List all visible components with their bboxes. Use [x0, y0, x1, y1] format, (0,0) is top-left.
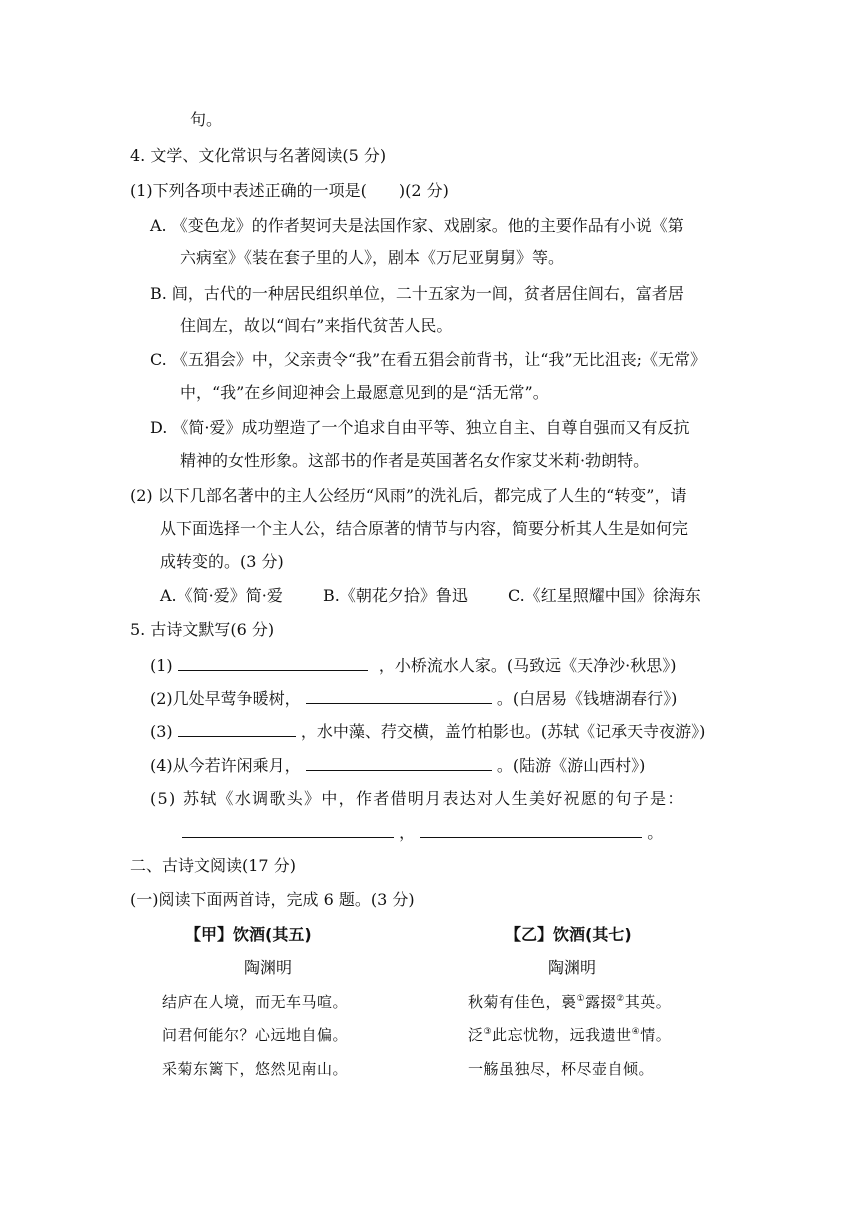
section-2-instruction: (一)阅读下面两首诗，完成 6 题。(3 分): [130, 890, 415, 909]
answer-blank-2[interactable]: [306, 688, 492, 704]
poem-b-title: 【乙】饮酒(其七): [505, 925, 632, 944]
poem-b-line-2-part-1: 泛: [468, 1026, 484, 1044]
poem-b-line-1-part-3: 其英。: [624, 993, 672, 1011]
section-2-title: 二、古诗文阅读(17 分): [130, 856, 296, 875]
recite-item-3: [150, 721, 705, 742]
answer-blank-1[interactable]: [178, 655, 368, 671]
option-a-line-1: A. 《变色龙》的作者契诃夫是法国作家、戏剧家。他的主要作品有小说《第: [150, 216, 684, 235]
recite-item-2-text: (2)几处早莺争暖树，: [150, 689, 301, 708]
option-d-line-1: D. 《简·爱》成功塑造了一个追求自由平等、独立自主、自尊自强而又有反抗: [150, 418, 690, 437]
poem-b-line-2-part-3: 情。: [640, 1026, 672, 1044]
question-4-2-line-3: 成转变的。(3 分): [160, 552, 284, 571]
poem-a-line-2: 问君何能尔？心远地自偏。: [162, 1026, 349, 1044]
choice-c: C.《红星照耀中国》徐海东: [508, 586, 701, 605]
question-4-2-line-1: (2) 以下几部名著中的主人公经历“风雨”的洗礼后，都完成了人生的“转变”，请: [130, 486, 687, 505]
recite-item-1: [150, 655, 676, 676]
option-b-line-2: 住闾左，故以“闾右”来指代贫苦人民。: [180, 316, 453, 335]
recite-item-4-source: 。(陆游《游山西村》): [496, 756, 646, 775]
option-b-line-1: B. 闾，古代的一种居民组织单位，二十五家为一闾，贫者居住闾右，富者居: [150, 284, 684, 303]
option-c-line-1: C. 《五猖会》中，父亲责令“我”在看五猖会前背书，让“我”无比沮丧;《无常》: [150, 350, 706, 369]
poem-b-line-2-part-2: 此忘忧物，远我遗世: [492, 1026, 632, 1044]
recite-item-5: (5) 苏轼《水调歌头》中，作者借明月表达对人生美好祝愿的句子是：: [150, 789, 685, 808]
recite-item-4: [150, 755, 645, 776]
comma: ，: [399, 823, 416, 842]
recite-item-5-blanks: [182, 822, 663, 843]
footnote-marker-2: ②: [616, 994, 625, 1004]
poem-a-title: 【甲】饮酒(其五): [185, 925, 312, 944]
option-c-line-2: 中，“我”在乡间迎神会上最愿意见到的是“活无常”。: [180, 383, 549, 402]
poem-b-line-3: 一觞虽独尽，杯尽壶自倾。: [468, 1060, 655, 1078]
answer-blank-5b[interactable]: [420, 822, 642, 838]
poem-b-line-1-part-1: 秋菊有佳色，裛: [468, 993, 577, 1011]
option-a-line-2: 六病室》《装在套子里的人》，剧本《万尼亚舅舅》等。: [180, 248, 565, 267]
poem-a-author: 陶渊明: [244, 958, 293, 977]
answer-blank-4[interactable]: [306, 755, 492, 771]
recite-item-2: [150, 688, 677, 709]
footnote-marker-4: ④: [631, 1027, 641, 1037]
recite-item-2-source: 。(白居易《钱塘湖春行》): [496, 689, 678, 708]
recite-item-3-text: ，水中藻、荇交横，盖竹柏影也。(苏轼《记承天寺夜游》): [300, 722, 706, 741]
recite-item-3-number: (3): [150, 722, 173, 741]
poem-b-line-1-part-2: 露掇: [585, 993, 617, 1011]
recite-item-1-number: (1): [150, 656, 173, 675]
full-stop: 。: [647, 823, 664, 842]
choice-b: B.《朝花夕拾》鲁迅: [323, 586, 468, 605]
answer-blank-5a[interactable]: [182, 822, 394, 838]
poem-a-line-3: 采菊东篱下，悠然见南山。: [162, 1060, 349, 1078]
option-d-line-2: 精神的女性形象。这部书的作者是英国著名女作家艾米莉·勃朗特。: [180, 451, 650, 470]
question-5-title: 5. 古诗文默写(6 分): [130, 620, 275, 639]
continued-text: 句。: [190, 110, 223, 129]
poem-b-author: 陶渊明: [548, 958, 597, 977]
question-4-2-line-2: 从下面选择一个主人公，结合原著的情节与内容，简要分析其人生是如何完: [160, 519, 689, 538]
poem-b-line-2: [468, 1025, 671, 1045]
poem-a-line-1: 结庐在人境，而无车马喧。: [162, 993, 349, 1011]
footnote-marker-3: ③: [483, 1027, 493, 1037]
question-4-1-stem: (1)下列各项中表述正确的一项是( )(2 分): [130, 181, 449, 200]
choice-a: A.《简·爱》简·爱: [160, 586, 283, 605]
footnote-marker-1: ①: [576, 994, 586, 1004]
poem-b-line-1: [468, 992, 671, 1012]
question-4-title: 4. 文学、文化常识与名著阅读(5 分): [130, 146, 387, 165]
recite-item-1-text: ，小桥流水人家。(马致远《天净沙·秋思》): [378, 656, 677, 675]
recite-item-4-text: (4)从今若许闲乘月，: [150, 756, 301, 775]
answer-blank-3[interactable]: [178, 721, 296, 737]
